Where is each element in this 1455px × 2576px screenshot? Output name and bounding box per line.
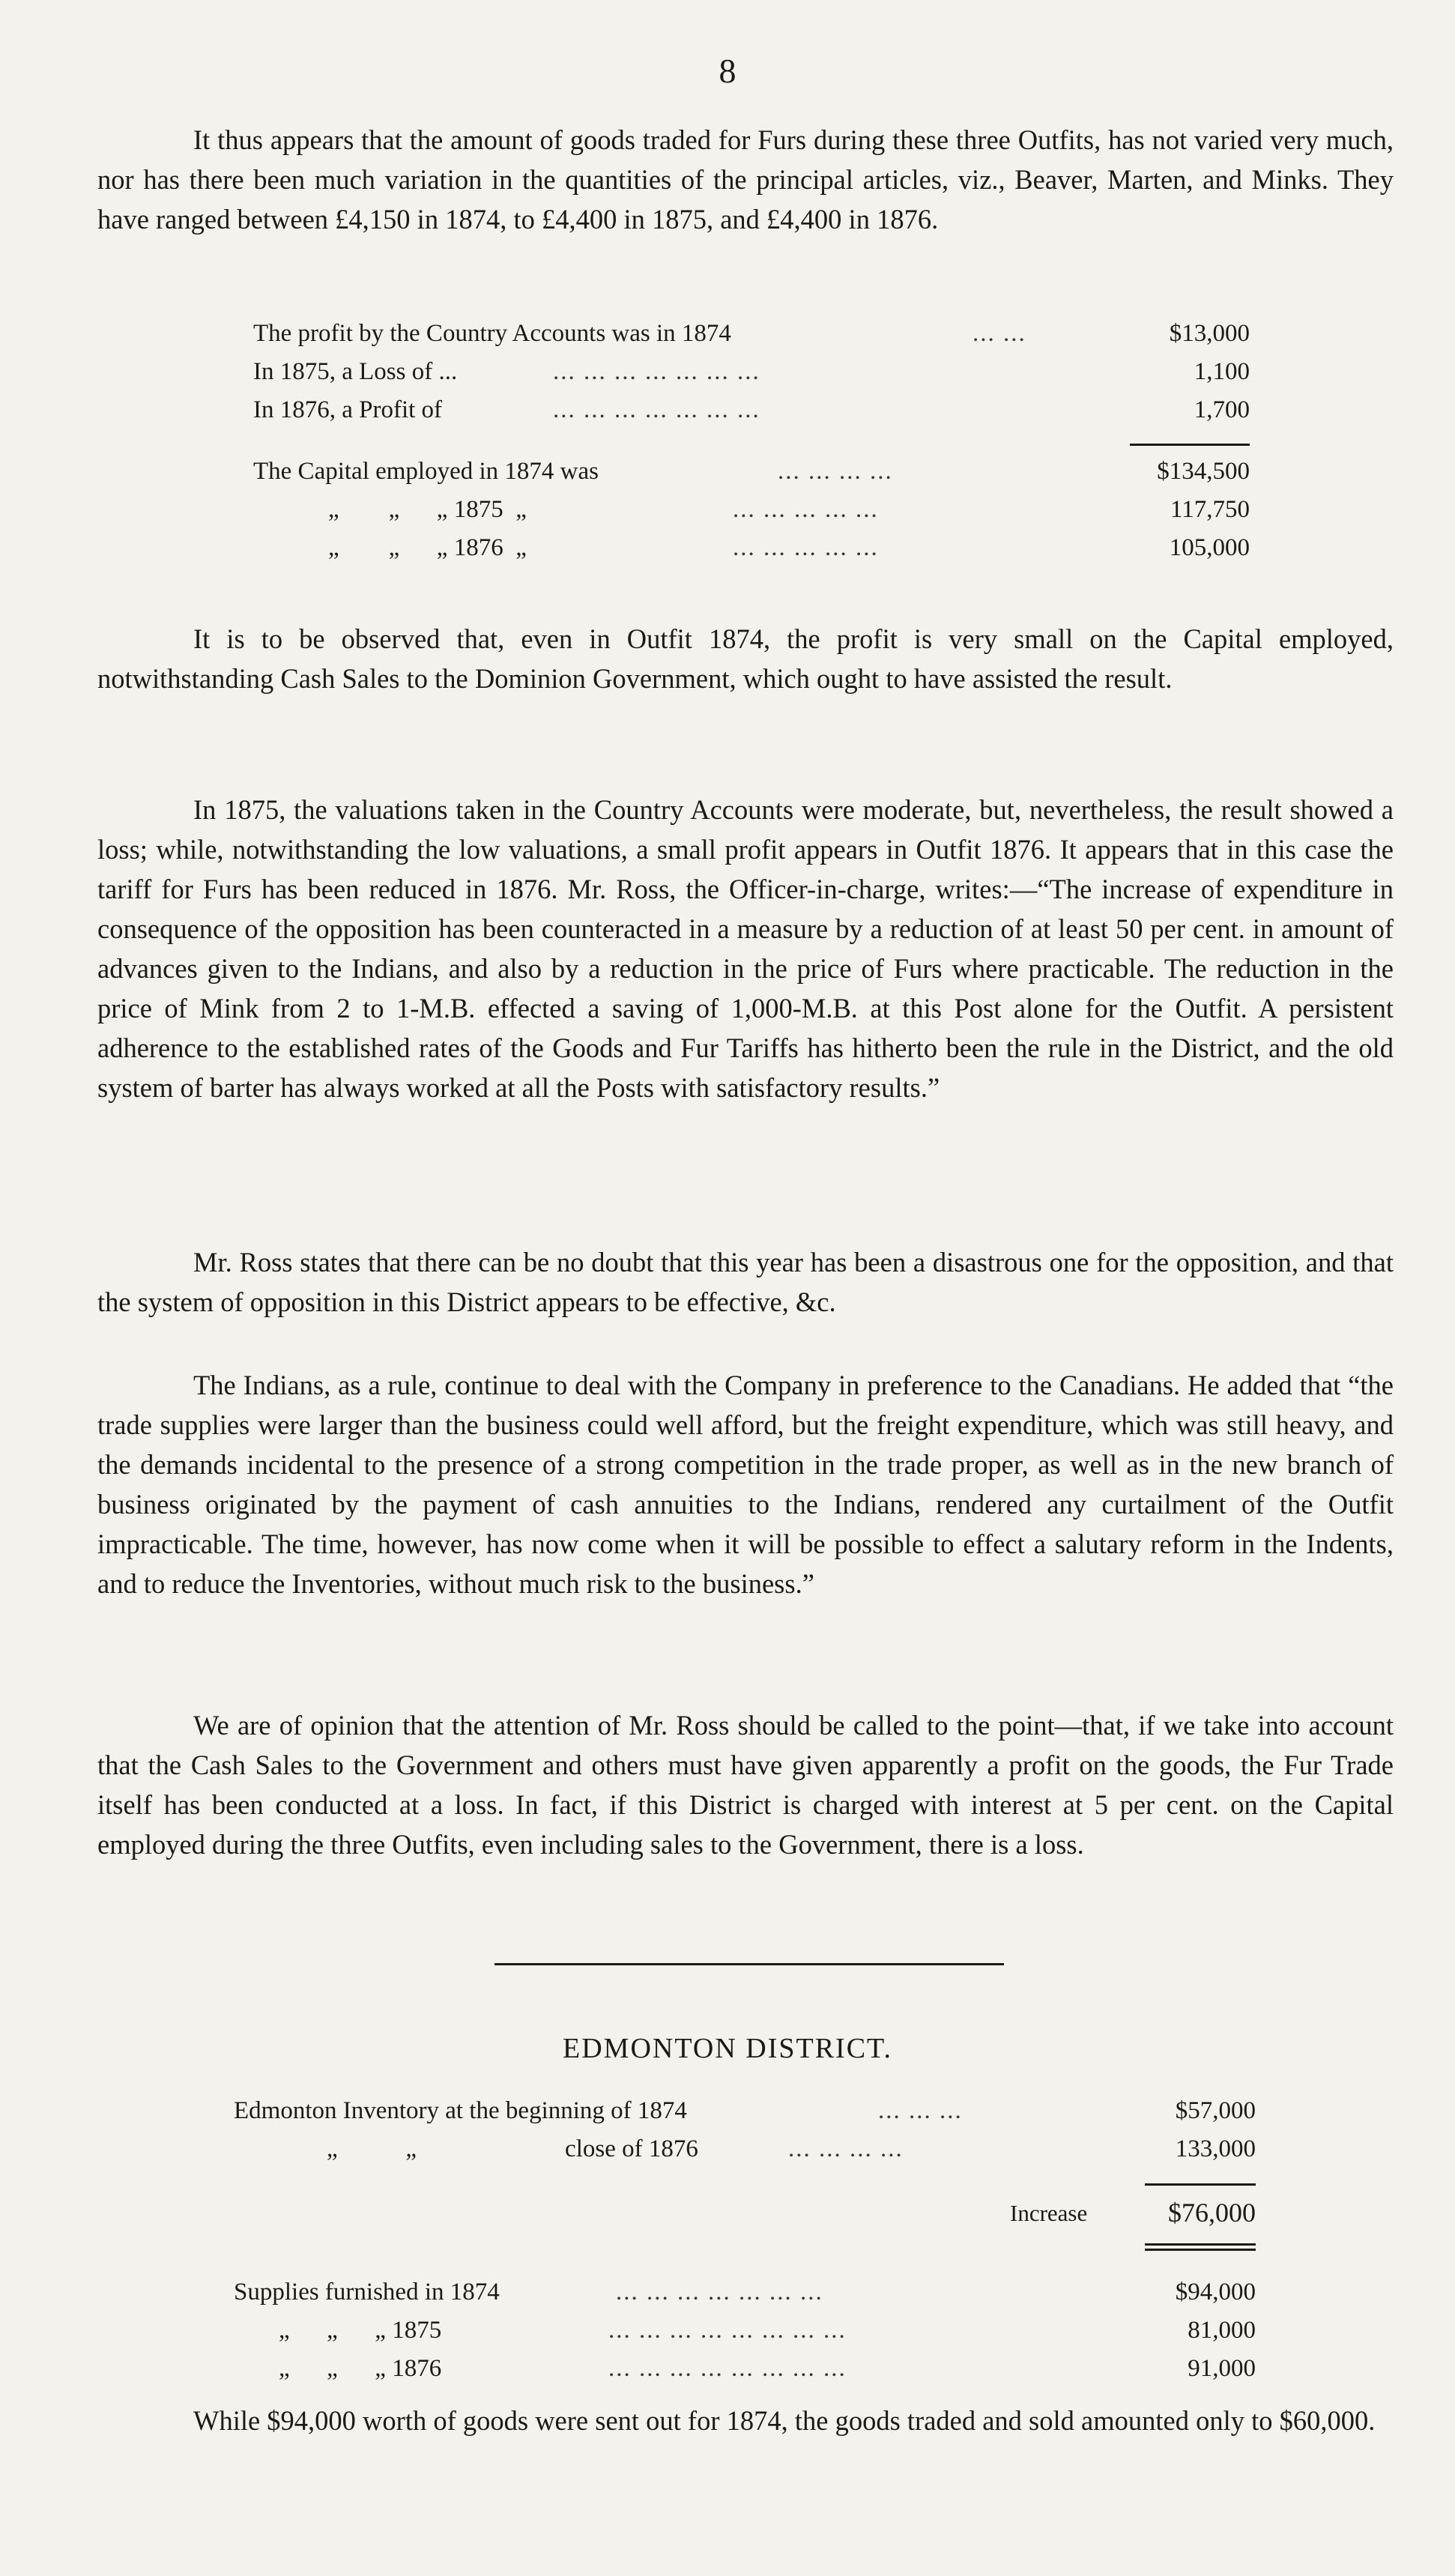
paragraph-fur-trade: It thus appears that the amount of goods traded for Furs during these three Outfits, has not varied very much, nor has there been much variation in the quantities of the principal articles, viz., Beaver, Marten, and Minks. They have ranged between £4,150 in 1874, to £4,400 in 1875, and £4,400 in 1876. (97, 124, 1394, 235)
capital-label: „ „ „ 1876 „ (328, 534, 527, 561)
total-rule (1130, 444, 1250, 446)
section-divider (494, 1963, 1004, 1965)
supplies-label: „ „ „ 1875 (279, 2317, 442, 2344)
district-heading: EDMONTON DISTRICT. (563, 2033, 892, 2064)
profit-label: In 1875, a Loss of ... (253, 358, 458, 385)
supplies-label: „ „ „ 1876 (279, 2355, 442, 2382)
profit-table (253, 315, 1250, 429)
supplies-amount: $94,000 (1175, 2279, 1256, 2306)
profit-amount: $13,000 (1169, 320, 1250, 347)
capital-amount: 117,750 (1170, 496, 1250, 523)
leader-dots: ... ... ... ... ... ... ... (553, 358, 760, 385)
inventory-row (234, 2130, 1256, 2168)
leader-dots: ... ... ... ... ... ... ... (616, 2279, 823, 2306)
inventory-label: Edmonton Inventory at the beginning of 1874 (234, 2097, 687, 2124)
supplies-row (234, 2312, 1256, 2350)
paragraph-indians: The Indians, as a rule, continue to deal with the Company in preference to the Canadians. He added that “the trade supplies were larger than the business could well afford, but the freight expenditure, which was still heavy, and the demands incidental to the presence of a strong competition in the trade proper, as well as in the new branch of business originated by the payment of cash annuities to the Indians, rendered any curtailment of the Outfit impracticable. The time, however, has now come when it will be possible to effect a salutary reform in the Indents, and to reduce the Inventories, without much risk to the business.” (97, 1370, 1394, 1599)
supplies-label: Supplies furnished in 1874 (234, 2279, 500, 2306)
paragraph-goods-sent: While $94,000 worth of goods were sent out for 1874, the goods traded and sold amounted only to $60,000. (193, 2405, 1376, 2436)
profit-amount: 1,100 (1194, 358, 1250, 385)
supplies-amount: 81,000 (1188, 2317, 1256, 2344)
leader-dots: ... ... ... ... ... (733, 534, 879, 561)
capital-label: „ „ „ 1875 „ (328, 496, 527, 523)
supplies-amount: 91,000 (1188, 2355, 1256, 2382)
profit-row (253, 391, 1250, 429)
profit-label: The profit by the Country Accounts was in 1874 (253, 320, 731, 347)
leader-dots: ... ... (972, 320, 1026, 347)
increase-line (974, 2194, 1256, 2232)
capital-amount: 105,000 (1169, 534, 1250, 561)
paragraph-capital-profit: It is to be observed that, even in Outfit 1874, the profit is very small on the Capital employed, notwithstanding Cash Sales to the Dominion Government, which ought to have assisted the result. (97, 623, 1394, 694)
leader-dots: ... ... ... ... ... ... ... ... (608, 2355, 847, 2382)
leader-dots: ... ... ... ... (778, 458, 893, 485)
paragraph-opinion: We are of opinion that the attention of Mr. Ross should be called to the point—that, if we take into account that the Cash Sales to the Government and others must have given apparently a profit on the goods, the Fur Trade itself has been conducted at a loss. In fact, if this District is charged with interest at 5 per cent. on the Capital employed during the three Outfits, even including sales to the Government, there is a loss. (97, 1710, 1394, 1860)
capital-label: The Capital employed in 1874 was (253, 458, 599, 485)
inventory-table (234, 2092, 1256, 2168)
capital-amount: $134,500 (1157, 458, 1250, 485)
profit-row (253, 315, 1250, 353)
paragraph-opposition: Mr. Ross states that there can be no doubt that this year has been a disastrous one for the opposition, and that the system of opposition in this District appears to be effective, &c. (97, 1247, 1394, 1317)
increase-amount: $76,000 (1168, 2198, 1256, 2228)
capital-row (253, 491, 1250, 529)
profit-label: In 1876, a Profit of (253, 396, 443, 423)
supplies-row (234, 2350, 1256, 2388)
inventory-amount: $57,000 (1175, 2097, 1256, 2124)
inventory-label: „ „ close of 1876 (327, 2135, 698, 2162)
profit-amount: 1,700 (1194, 396, 1250, 423)
supplies-table (234, 2273, 1256, 2388)
leader-dots: ... ... ... ... ... ... ... (553, 396, 760, 423)
double-rule (1145, 2243, 1256, 2246)
increase-row (974, 2194, 1256, 2232)
total-rule (1145, 2183, 1256, 2186)
capital-row (253, 453, 1250, 491)
inventory-row (234, 2092, 1256, 2130)
inventory-amount: 133,000 (1175, 2135, 1256, 2162)
increase-label: Increase (1010, 2200, 1088, 2226)
leader-dots: ... ... ... ... (788, 2135, 904, 2162)
capital-table (253, 453, 1250, 567)
leader-dots: ... ... ... (878, 2097, 963, 2124)
paragraph-valuations: In 1875, the valuations taken in the Country Accounts were moderate, but, nevertheless, the result showed a loss; while, notwithstanding the low valuations, a small profit appears in Outfit 1876. It appears that in this case the tariff for Furs has been reduced in 1876. Mr. Ross, the Officer-in-charge, writes:—“The increase of expenditure in consequence of the opposition has been counteracted in a measure by a reduction of at least 50 per cent. in amount of advances given to the Indians, and also by a reduction in the price of Furs where practicable. The reduction in the price of Mink from 2 to 1-M.B. effected a saving of 1,000-M.B. at this Post alone for the Outfit. A persistent adherence to the established rates of the Goods and Fur Tariffs has hitherto been the rule in the District, and the old system of barter has always worked at all the Posts with satisfactory results.” (97, 794, 1394, 1103)
supplies-row (234, 2273, 1256, 2312)
leader-dots: ... ... ... ... ... (733, 496, 879, 523)
profit-row (253, 353, 1250, 391)
double-rule (1145, 2249, 1256, 2251)
capital-row (253, 529, 1250, 567)
page-number: 8 (719, 52, 736, 90)
leader-dots: ... ... ... ... ... ... ... ... (608, 2317, 847, 2344)
